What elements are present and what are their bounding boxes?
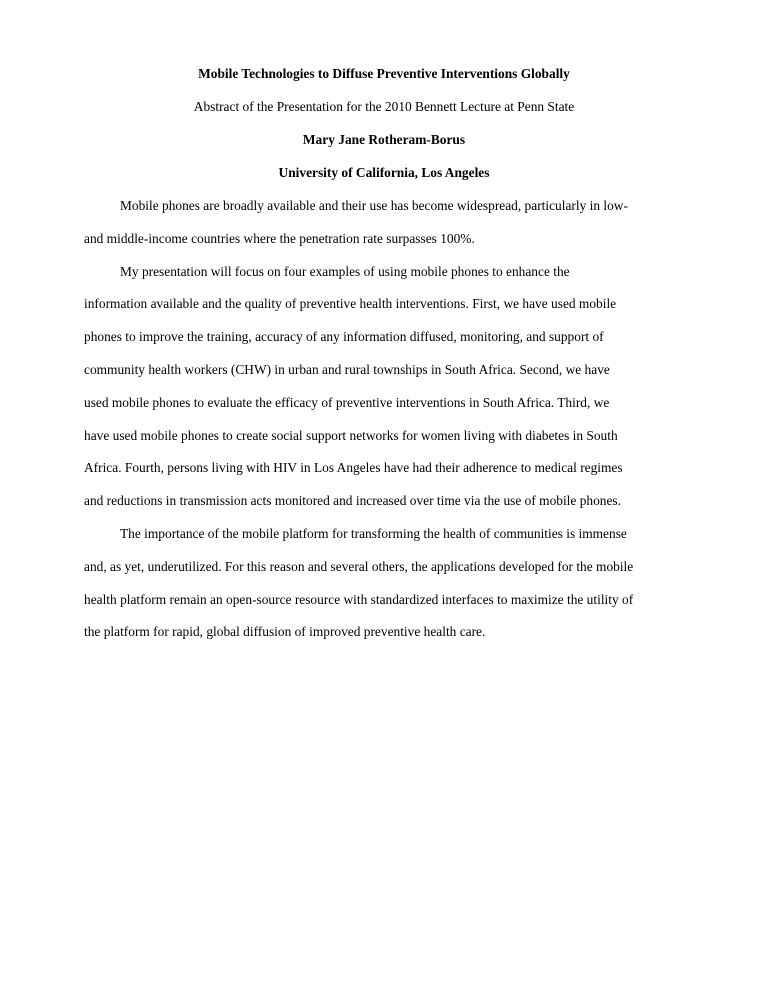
document-title: Mobile Technologies to Diffuse Preventive Interventions Globally <box>198 66 570 81</box>
text-line: used mobile phones to evaluate the efficacy of preventive interventions in South Africa. Third, we <box>84 394 610 410</box>
author-affiliation: University of California, Los Angeles <box>278 165 490 180</box>
text-line: My presentation will focus on four examples of using mobile phones to enhance the <box>120 263 570 279</box>
text-line: health platform remain an open-source resource with standardized interfaces to maximize the utility of <box>84 591 634 607</box>
text-line: community health workers (CHW) in urban and rural townships in South Africa. Second, we have <box>84 361 610 377</box>
abstract-body <box>84 198 689 657</box>
text-line: have used mobile phones to create social support networks for women living with diabetes in South <box>84 427 618 443</box>
text-line: and reductions in transmission acts monitored and increased over time via the use of mobile phones. <box>84 493 621 509</box>
document-subtitle: Abstract of the Presentation for the 2010 Bennett Lecture at Penn State <box>193 99 575 114</box>
text-line: the platform for rapid, global diffusion of improved preventive health care. <box>84 624 486 640</box>
text-line: phones to improve the training, accuracy of any information diffused, monitoring, and support of <box>84 329 604 345</box>
text-line: and, as yet, underutilized. For this reason and several others, the applications developed for the mobile <box>84 558 634 574</box>
paragraph-2 <box>84 264 689 526</box>
paragraph-3 <box>84 526 689 657</box>
text-line: and middle-income countries where the penetration rate surpasses 100%. <box>84 230 475 246</box>
text-line: information available and the quality of preventive health interventions. First, we have used mobile <box>84 296 617 312</box>
author-name: Mary Jane Rotheram-Borus <box>302 132 466 147</box>
text-line: Mobile phones are broadly available and their use has become widespread, particularly in low- <box>120 198 628 213</box>
text-line: Africa. Fourth, persons living with HIV in Los Angeles have had their adherence to medical regimes <box>84 460 623 476</box>
text-line: The importance of the mobile platform for transforming the health of communities is immense <box>120 525 627 541</box>
paragraph-1 <box>84 198 689 264</box>
